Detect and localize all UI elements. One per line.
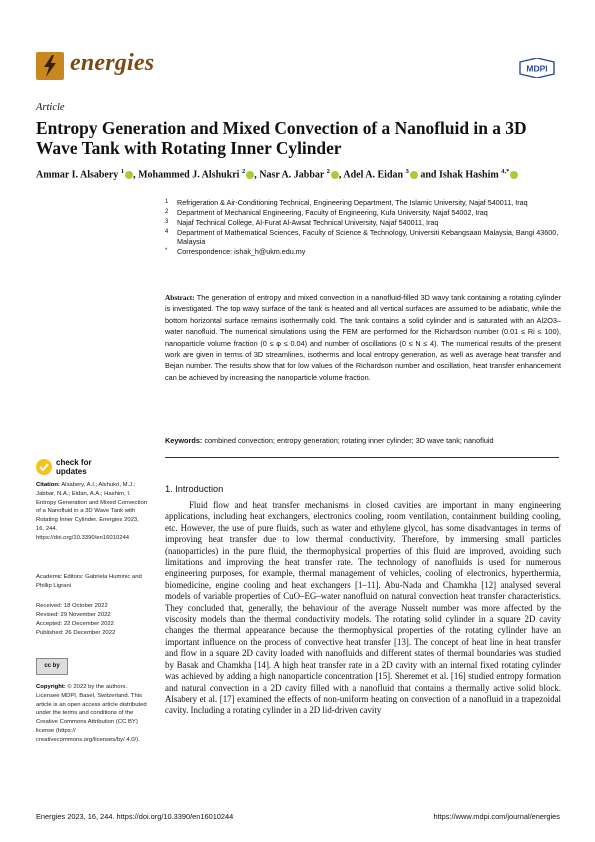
- author-affil: 1: [120, 168, 125, 175]
- body-paragraph: Fluid flow and heat transfer mechanisms in closed cavities are important in many engineering applications, including heat exchangers, electronics cooling, room ventilation, containment building cooling, etc. However, the use of pure fluids, such as water and ethylene glycol, has some disadvantages in terms of improving heat transfer due to low thermal conductivity. Therefore, by immersing small particles (nanoparticles) in the pure fluid, the thermophysical properties of this fluid are improved, avoiding such limitations and improving the heat transfer rate. The technology of nanofluids is used for numerous engineering purposes, for example, thermal management of vehicles, cooling of electronics, hyperthermia, biomedicine, engine cooling and heat exchangers [1–11]. Abu-Nada and Chamkha [12] analysed several models of variable properties of CuO–EG–water nanofluid on natural convection heat transfer characteristics. They concluded that, generally, the behaviour of the average Nusselt number was more affected by the viscosity models than the thermal conductivity models. The rotating solid cylinder in a square 2D cavity changes the thermal appearance because the thermophysical properties of the rotating cylinder have an important influence on the process of convective heat transfer [13]. The concept of heat line in heat transfer and flow in a square 2D cavity loaded with nanofluids and different states of thermal boundaries was studied by Basak and Chamkha [14]. A high heat transfer rate in a 2D cavity with an internal fixed rotating cylinder was achieved by adding a high nanoparticle concentration [15]. Sheremet et al. [16] studied entropy formation and natural convection in a 2D cavity filled with a nanofluid that contains a thermally active solid block. Alsabery et al. [17] examined the effects of non-uniform heating on convection of a nanofluid in a trapezoidal cavity. Including a rotating cylinder in a 2D lid-driven cavity: [165, 500, 561, 716]
- abstract: [165, 292, 561, 383]
- footer-journal-link[interactable]: https://www.mdpi.com/journal/energies: [433, 812, 560, 821]
- received-date: Received: 18 October 2022: [36, 603, 108, 609]
- keywords: [165, 436, 561, 445]
- mdpi-logo-icon[interactable]: [517, 58, 557, 78]
- author-name[interactable]: Nasr A. Jabbar: [259, 169, 325, 181]
- abstract-label: Abstract:: [165, 293, 195, 302]
- keywords-text: combined convection; entropy generation; rotating inner cylinder; 3D wave tank; nanofluid: [204, 436, 494, 445]
- author-name[interactable]: Ishak Hashim: [438, 169, 499, 181]
- author-affil: 3: [405, 168, 409, 175]
- check-for-updates-icon[interactable]: [36, 459, 52, 475]
- affiliation-item: 1 Refrigeration & Air-Conditioning Technical, Engineering Department, The Islamic University, Najaf 540011, Iraq: [165, 198, 528, 207]
- affiliation-item: 3 Najaf Technical College, Al-Furat Al-Awsat Technical University, Najaf 540011, Iraq: [165, 218, 439, 227]
- revised-date: Revised: 29 November 2022: [36, 612, 111, 618]
- copyright: Copyright: © 2022 by the authors. Licensee MDPI, Basel, Switzerland. This article is an open access article distributed under the terms and conditions of the Creative Commons Attribution (CC BY) license (https:// creativecommons.org/licenses/by/ 4.0/).: [36, 684, 147, 743]
- affiliations: [165, 198, 565, 257]
- journal-name[interactable]: energies: [70, 50, 155, 76]
- orcid-icon[interactable]: [510, 171, 518, 179]
- paper-title: Entropy Generation and Mixed Convection of a Nanofluid in a 3D Wave Tank with Rotating Inner Cylinder: [36, 118, 527, 158]
- correspondence: * Correspondence: ishak_h@ukm.edu.my: [165, 247, 306, 257]
- author-affil: 4,*: [501, 168, 510, 175]
- orcid-icon[interactable]: [331, 171, 339, 179]
- published-date: Published: 26 December 2022: [36, 630, 116, 636]
- author-name[interactable]: Ammar I. Alsabery: [36, 169, 119, 181]
- article-type: Article: [36, 102, 65, 113]
- orcid-icon[interactable]: [246, 171, 254, 179]
- journal-logo-icon: [36, 52, 64, 80]
- academic-editors: Academic Editors: Gabriela Huminic and Phillip Ligrani: [36, 574, 142, 589]
- mdpi-logo-text: MDPI: [526, 63, 548, 74]
- footer-citation[interactable]: Energies 2023, 16, 244. https://doi.org/10.3390/en16010244: [36, 812, 234, 821]
- cc-license-icon[interactable]: cc by: [36, 658, 68, 675]
- author-affil: 2: [326, 168, 330, 175]
- check-for-updates[interactable]: check for updates: [56, 458, 92, 476]
- author-affil: 2: [241, 168, 246, 175]
- section-heading: 1. Introduction: [165, 484, 224, 494]
- orcid-icon[interactable]: [410, 171, 418, 179]
- abstract-text: The generation of entropy and mixed convection in a nanofluid-filled 3D wavy tank containing a rotating cylinder is investigated. The top wavy surface of the tank is heated and all vertical surfaces are assumed to be adiabatic, while the bottom horizontal surface remains isothermally cold. The tank contains a solid cylinder and is saturated with an Al2O3–water nanofluid. The numerical simulations using the FEM are performed for the Richardson number (0.01 ≤ Ri ≤ 100), nanoparticle volume fraction (0 ≤ φ ≤ 0.04) and number of oscillations (0 ≤ N ≤ 4). The numerical results of the present work are given in terms of 3D streamlines, isotherms and local entropy generation, as well as average heat transfer and Bejan number. The results show that for low values of the Richardson number and oscillation, heat transfer enhancement can be achieved by increasing the nanoparticle volume fraction.: [165, 293, 561, 382]
- affiliation-item: 4 Department of Mathematical Sciences, Faculty of Science & Technology, Universiti Kebangsaan Malaysia, Bangi 43600, Malaysia: [165, 228, 559, 247]
- divider: [165, 457, 559, 458]
- author-name[interactable]: Mohammed J. Alshukri: [138, 169, 240, 181]
- keywords-label: Keywords:: [165, 436, 203, 445]
- accepted-date: Accepted: 22 December 2022: [36, 621, 114, 627]
- affiliation-item: 2 Department of Mechanical Engineering, Faculty of Engineering, Kufa University, Najaf 54002, Iraq: [165, 208, 488, 217]
- orcid-icon[interactable]: [125, 171, 133, 179]
- citation: Citation: Alsabery, A.I.; Alshukri, M.J.; Jabbar, N.A.; Eidan, A.A.; Hashim, I. Entropy Generation and Mixed Convection of a Nanofluid in a 3D Wave Tank with Rotating Inner Cylinder. Energies 2023, 16, 244. https://doi.org/10.3390/en16010244: [36, 482, 148, 541]
- author-name[interactable]: Adel A. Eidan: [343, 169, 404, 181]
- author-list: Ammar I. Alsabery $^1$ , Mohammed J. Alshukri $^2$ , Nasr A. Jabbar $^2$ , Adel A. Eidan $^3$ and Ishak Hashim $^{4,*}$: [36, 168, 576, 180]
